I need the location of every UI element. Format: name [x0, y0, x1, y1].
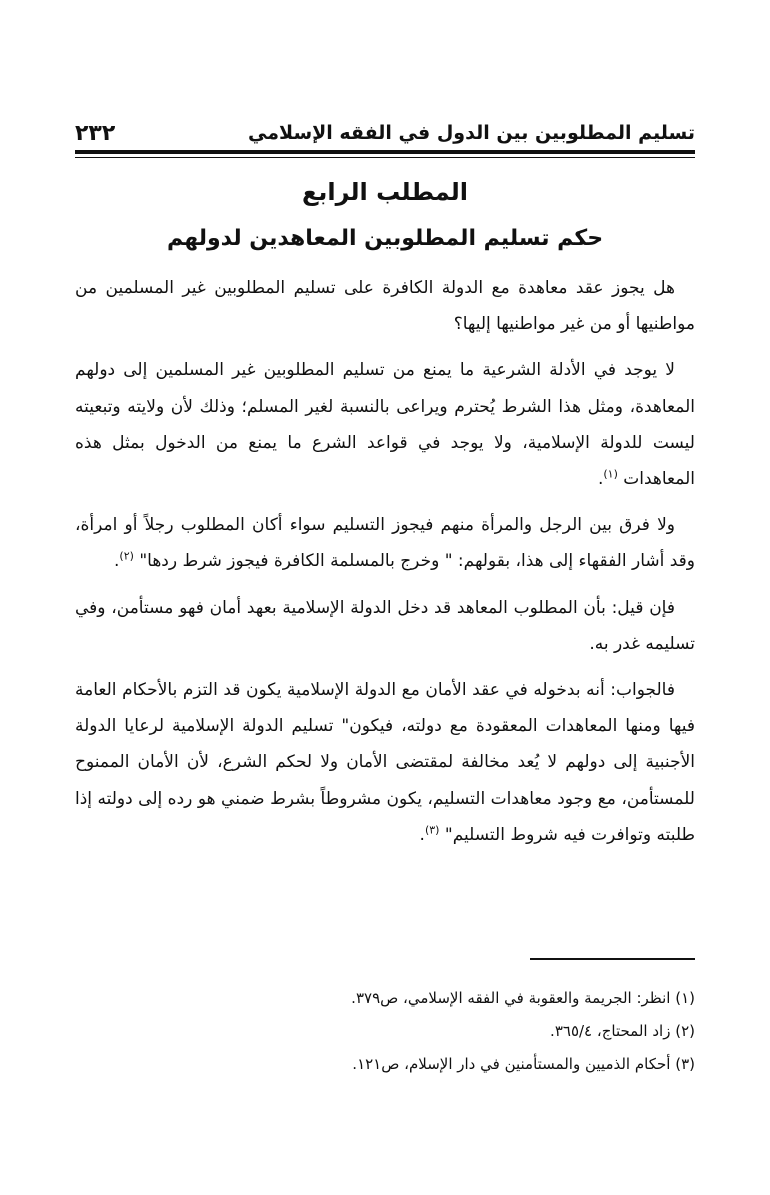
footnote-marker: (٢)	[119, 549, 134, 563]
running-title: تسليم المطلوبين بين الدول في الفقه الإسلامي	[248, 122, 695, 144]
page-number: ٢٣٢	[75, 120, 116, 146]
paragraph-text: فإن قيل: بأن المطلوب المعاهد قد دخل الدولة الإسلامية بعهد أمان فهو مستأمن، وفي تسليمه غدر به.	[75, 597, 695, 654]
paragraph-answer	[75, 672, 695, 853]
footnotes	[75, 982, 695, 1081]
footnote-2: (٢) زاد المحتاج، ٣٦٥/٤.	[550, 1022, 695, 1040]
paragraph-ruling	[75, 352, 695, 497]
paragraph-men-women	[75, 507, 695, 579]
footnote-1: (١) انظر: الجريمة والعقوبة في الفقه الإسلامي، ص٣٧٩.	[351, 989, 695, 1007]
paragraph-text: لا يوجد في الأدلة الشرعية ما يمنع من تسليم المطلوبين غير المسلمين إلى دولهم المعاهدة، ومثل هذا الشرط يُحترم ويراعى بالنسبة لغير المسلم؛ وذلك لأن ولايته وتبعيته ليست للدولة الإسلامية، ولا يوجد في قواعد الشرع ما يمنع من الدخول بمثل هذه المعاهدات	[75, 360, 695, 490]
header-rule-thin	[75, 157, 695, 158]
paragraph-question	[75, 270, 695, 342]
footnote-marker: (٣)	[424, 823, 440, 837]
footnote-3: (٣) أحكام الذميين والمستأمنين في دار الإسلام، ص١٢١.	[352, 1055, 695, 1073]
header-rule-thick	[75, 150, 695, 154]
paragraph-end: .	[419, 824, 425, 845]
paragraph-text: فالجواب: أنه بدخوله في عقد الأمان مع الدولة الإسلامية يكون قد التزم بالأحكام العامة فيها ومنها المعاهدات المعقودة مع دولته، فيكون" تسليم الدولة الإسلامية لرعايا الدولة الأجنبية إلى دولهم لا يُعد مخالفة لمقتضى الأمان ولا لحكم الشرع، لأن الأمان الممنوح للمستأمن، مع وجود معاهدات التسليم، يكون مشروطاً بشرط ضمني هو رده إلى دولته إذا طلبته وتوافرت فيه شروط التسليم"	[75, 680, 695, 845]
paragraph-end: .	[114, 551, 120, 572]
paragraph-text: ولا فرق بين الرجل والمرأة منهم فيجوز التسليم سواء أكان المطلوب رجلاً أو امرأة، وقد أشار الفقهاء إلى هذا، بقولهم: " وخرج بالمسلمة الكافرة فيجوز شرط ردها"	[75, 515, 695, 572]
section-heading: المطلب الرابع	[301, 178, 469, 206]
running-header	[75, 118, 695, 148]
paragraph-end: .	[597, 469, 604, 490]
footnote-separator	[530, 958, 695, 960]
section-subheading: حكم تسليم المطلوبين المعاهدين لدولهم	[166, 226, 604, 251]
paragraph-text: هل يجوز عقد معاهدة مع الدولة الكافرة على تسليم المطلوبين غير المسلمين من مواطنيها أو من غير مواطنيها إليها؟	[75, 278, 695, 335]
footnote-marker: (١)	[603, 467, 618, 481]
body-text	[75, 270, 695, 863]
paragraph-objection	[75, 590, 695, 662]
